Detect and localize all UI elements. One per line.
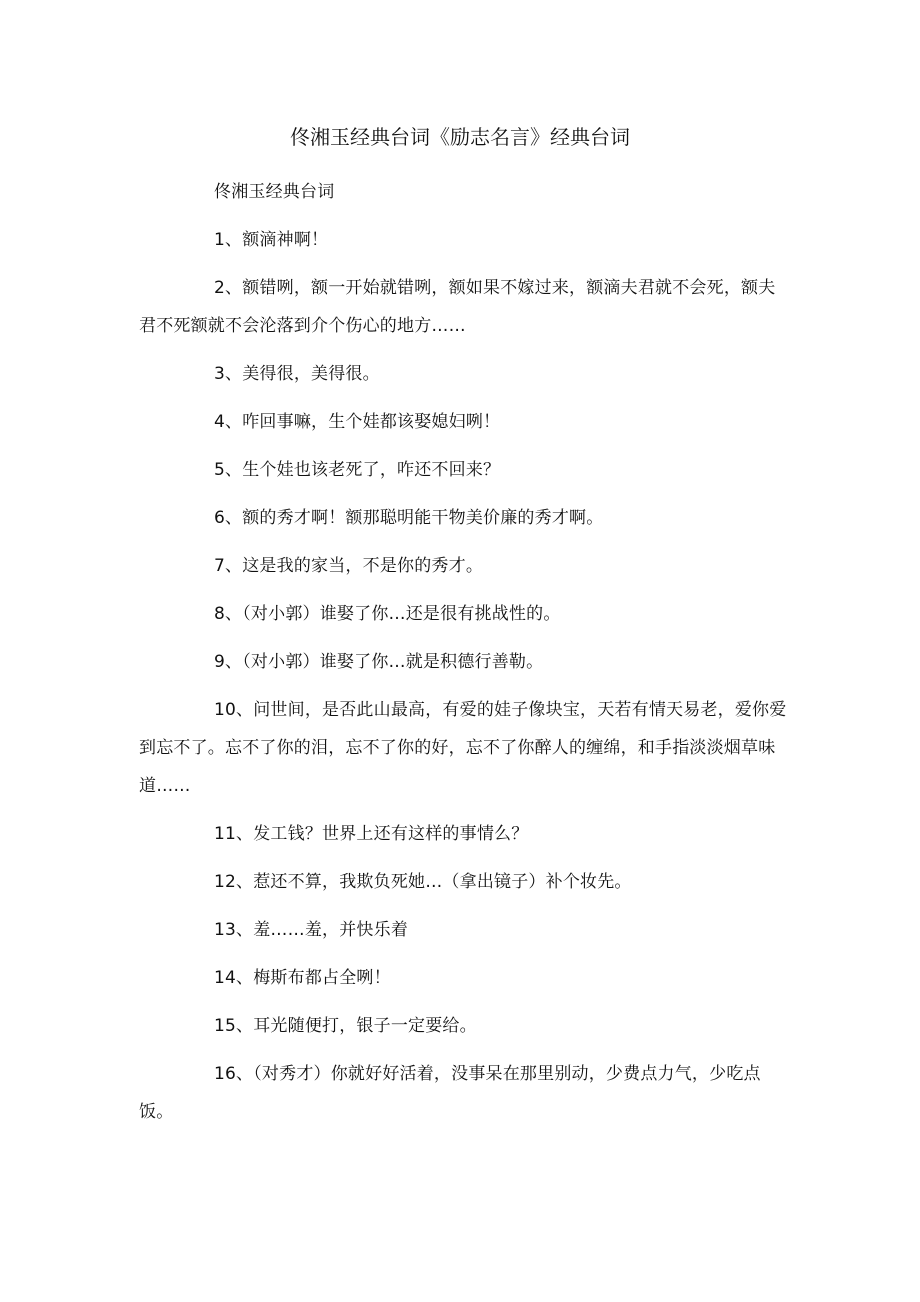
quote-item-3: 3、美得很，美得很。 xyxy=(214,364,380,384)
quote-item-5: 5、生个娃也该老死了，咋还不回来？ xyxy=(214,460,501,480)
quote-item-4: 4、咋回事嘛，生个娃都该娶媳妇咧！ xyxy=(214,412,501,432)
quote-item-13: 13、羞……羞，并快乐着 xyxy=(214,920,409,940)
document-body xyxy=(139,173,789,1141)
quote-item-9: 9、（对小郭）谁娶了你…就是积德行善勒。 xyxy=(214,652,544,672)
quote-item-16: 16、（对秀才）你就好好活着，没事呆在那里别动，少费点力气，少吃点饭。 xyxy=(139,1064,761,1122)
quote-item-2: 2、额错咧，额一开始就错咧，额如果不嫁过来，额滴夫君就不会死，额夫君不死额就不会沦落到介个伤心的地方…… xyxy=(139,278,776,336)
quote-item-6: 6、额的秀才啊！额那聪明能干物美价廉的秀才啊。 xyxy=(214,508,604,528)
section-heading: 佟湘玉经典台词 xyxy=(214,182,335,202)
document-title: 佟湘玉经典台词《励志名言》经典台词 xyxy=(290,125,630,149)
quote-item-14: 14、梅斯布都占全咧！ xyxy=(214,968,391,988)
quote-item-15: 15、耳光随便打，银子一定要给。 xyxy=(214,1016,477,1036)
quote-item-10: 10、问世间，是否此山最高，有爱的娃子像块宝，天若有情天易老，爱你爱到忘不了。忘不了你的泪，忘不了你的好，忘不了你醉人的缠绵，和手指淡淡烟草味道…… xyxy=(139,700,787,796)
quote-item-1: 1、额滴神啊！ xyxy=(214,230,329,250)
quote-item-7: 7、这是我的家当，不是你的秀才。 xyxy=(214,556,484,576)
quote-item-8: 8、（对小郭）谁娶了你…还是很有挑战性的。 xyxy=(214,604,561,624)
quote-item-11: 11、发工钱？世界上还有这样的事情么？ xyxy=(214,824,529,844)
quote-item-12: 12、惹还不算，我欺负死她…（拿出镜子）补个妆先。 xyxy=(214,872,632,892)
